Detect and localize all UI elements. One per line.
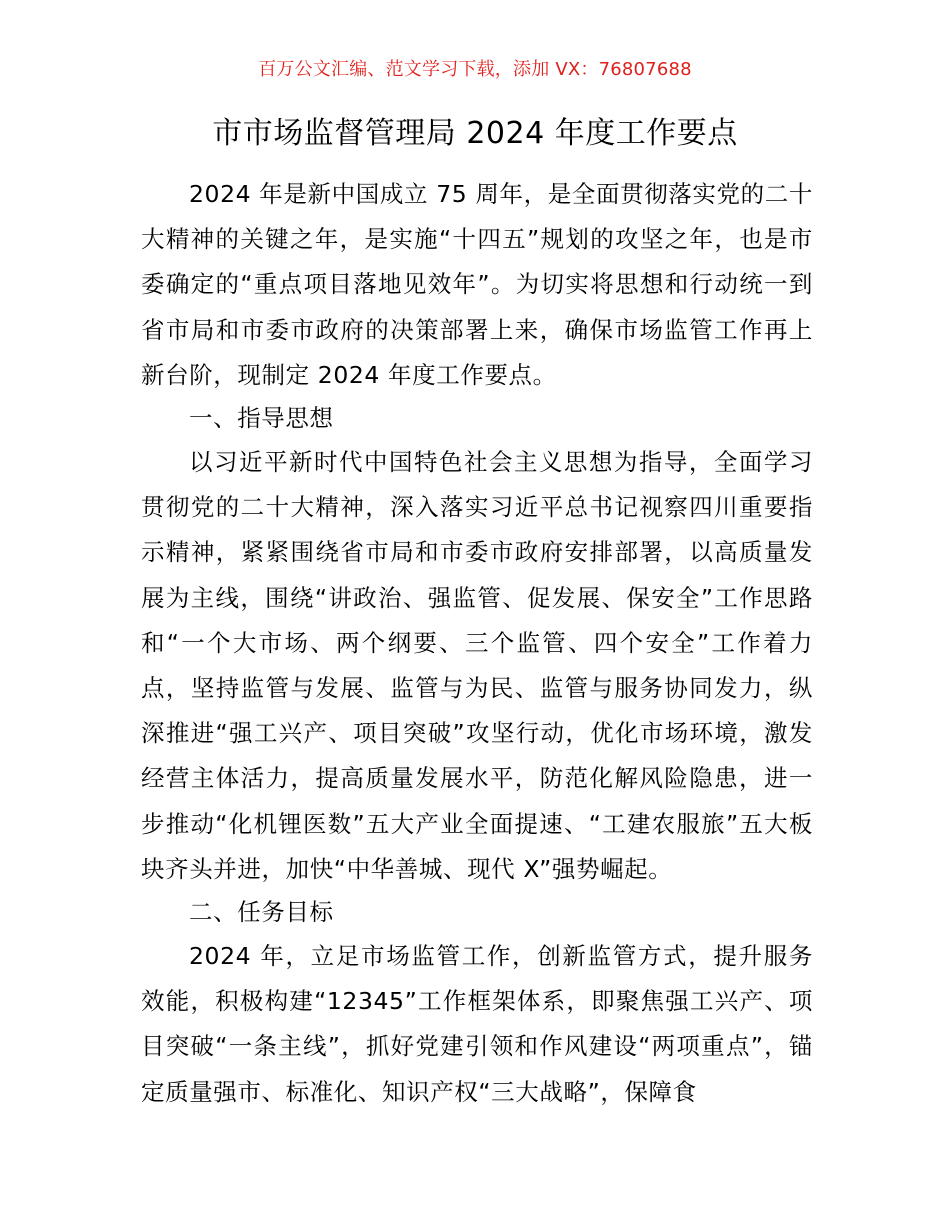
intro-paragraph: 2024 年是新中国成立 75 周年，是全面贯彻落实党的二十大精神的关键之年，是实施“十四五”规划的攻坚之年，也是市委确定的“重点项目落地见效年”。为切实将思想和行动统一到省市局和市委市政府的决策部署上来，确保市场监管工作再上新台阶，现制定 2024 年度工作要点。 xyxy=(141,180,813,389)
section-body-guiding-thought: 以习近平新时代中国特色社会主义思想为指导，全面学习贯彻党的二十大精神，深入落实习近平总书记视察四川重要指示精神，紧紧围绕省市局和市委市政府安排部署，以高质量发展为主线，围绕“讲政治、强监管、促发展、保安全”工作思路和“一个大市场、两个纲要、三个监管、四个安全”工作着力点，坚持监管与发展、监管与为民、监管与服务协同发力，纵深推进“强工兴产、项目突破”攻坚行动，优化市场环境，激发经营主体活力，提高质量发展水平，防范化解风险隐患，进一步推动“化机锂医数”五大产业全面提速、“工建农服旅”五大板块齐头并进，加快“中华善城、现代 X”强势崛起。 xyxy=(141,448,813,883)
promo-banner: 百万公文汇编、范文学习下载，添加 VX：76807688 xyxy=(258,59,692,80)
section-body-task-goals: 2024 年，立足市场监管工作，创新监管方式，提升服务效能，积极构建“12345”工作框架体系，即聚焦强工兴产、项目突破“一条主线”，抓好党建引领和作风建设“两项重点”，锚定质量强市、标准化、知识产权“三大战略”，保障食 xyxy=(141,942,813,1106)
section-heading-guiding-thought: 一、指导思想 xyxy=(189,404,334,432)
section-heading-task-goals: 二、任务目标 xyxy=(189,898,334,926)
document-title: 市市场监督管理局 2024 年度工作要点 xyxy=(212,116,738,151)
